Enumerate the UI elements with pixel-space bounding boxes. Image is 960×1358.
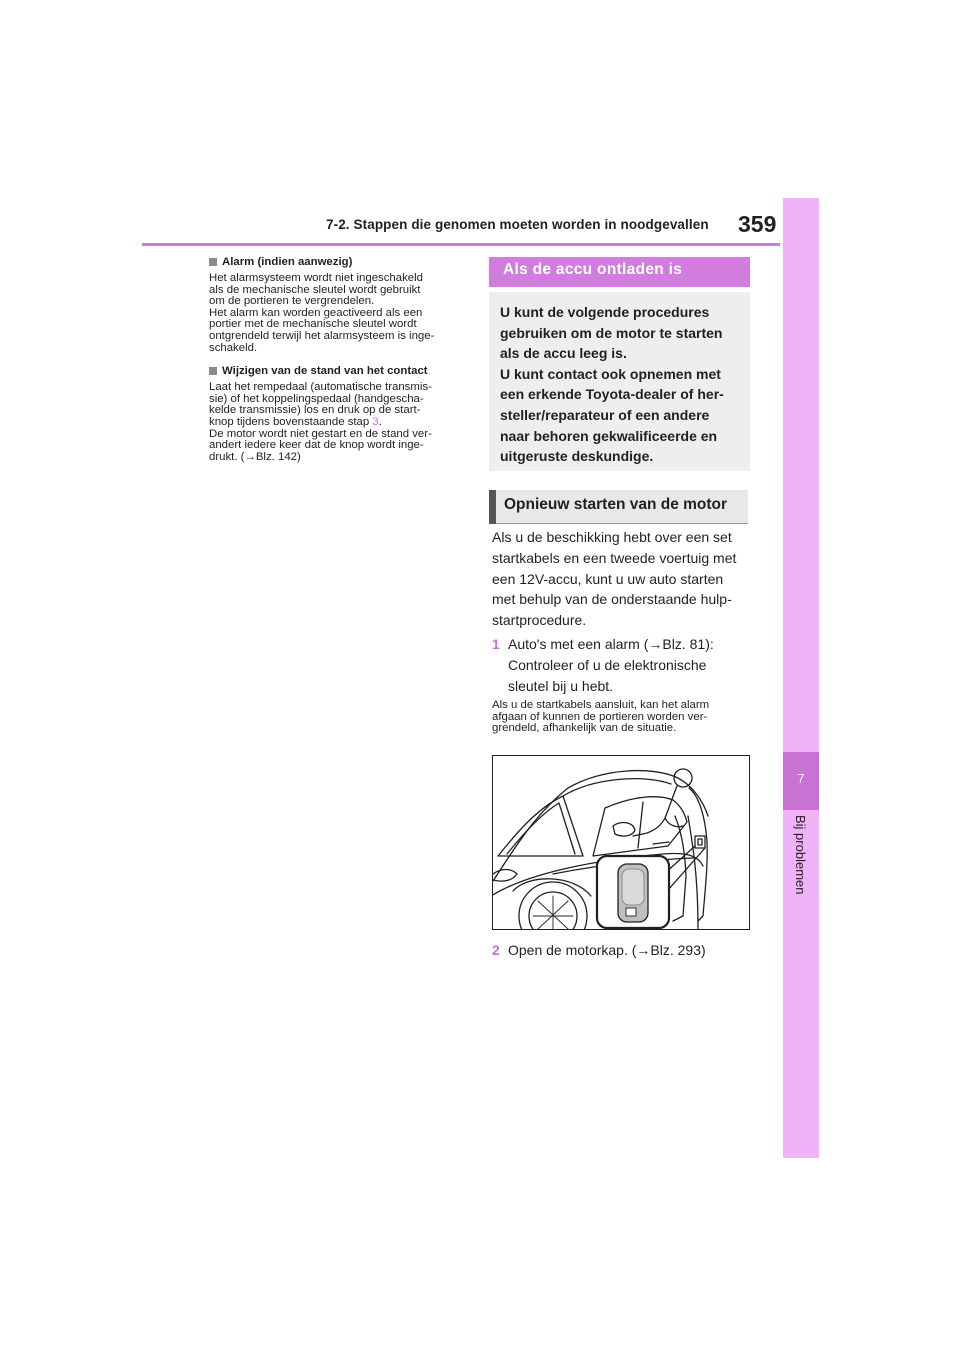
alarm-heading bbox=[209, 255, 467, 269]
step-reference: 3 bbox=[372, 415, 379, 428]
contact-heading-text: Wijzigen van de stand van het contact bbox=[222, 365, 428, 378]
section-title-band bbox=[489, 257, 750, 287]
square-bullet-icon bbox=[209, 367, 217, 375]
car-illustration-svg bbox=[493, 756, 749, 929]
chapter-number: 7 bbox=[797, 771, 805, 786]
subsection-title-band bbox=[489, 490, 748, 524]
chapter-side-tab bbox=[783, 198, 819, 1158]
contact-text bbox=[209, 382, 467, 463]
summary-box bbox=[489, 292, 750, 471]
subsection-title: Opnieuw starten van de motor bbox=[504, 496, 728, 513]
page-number: 359 bbox=[738, 211, 777, 237]
contact-heading bbox=[209, 364, 467, 378]
subsection-title-bar bbox=[489, 490, 496, 524]
section-title: Als de accu ontladen is bbox=[503, 261, 683, 278]
left-column bbox=[209, 255, 467, 463]
step-2-text: Open de motorkap. (→Blz. 293) bbox=[508, 942, 706, 958]
chapter-label-text: Bij problemen bbox=[793, 815, 808, 895]
step-1-text: Auto's met een alarm (→Blz. 81): Controleer of u de elektronische sleutel bij u hebt. bbox=[508, 636, 714, 694]
header-title: 7-2. Stappen die genomen moeten worden in noodgevallen bbox=[326, 217, 709, 232]
step-1-number: 1 bbox=[492, 636, 500, 652]
alarm-text: Het alarmsysteem wordt niet ingeschakeld als de mechanische sleutel wordt gebruikt om de portieren te vergrendelen. Het alarm kan worden geactiveerd als een portier met de mechanische sleutel wordt ontgrendeld terwijl het alarmsysteem is inge- schakeld. bbox=[209, 272, 435, 354]
contact-text-after: . De motor wordt niet gestart en de stand ver- andert iedere keer dat de knop wordt inge- drukt. (→Blz. 142) bbox=[209, 415, 432, 463]
chapter-label bbox=[775, 815, 827, 915]
intro-paragraph: Als u de beschikking hebt over een set startkabels en een tweede voertuig met een 12V-accu, kunt u uw auto starten met behulp van de onderstaande hulp- startprocedure. bbox=[492, 529, 737, 629]
car-key-illustration bbox=[492, 755, 750, 930]
contact-text-before: Laat het rempedaal (automatische transmis- sie) of het koppelingspedaal (handgescha- kelde transmissie) los en druk op de start- knop tijdens bovenstaande stap bbox=[209, 381, 432, 428]
square-bullet-icon bbox=[209, 258, 217, 266]
header-divider bbox=[142, 243, 780, 246]
step-2-number: 2 bbox=[492, 942, 500, 958]
alarm-heading-text: Alarm (indien aanwezig) bbox=[222, 256, 353, 268]
summary-text: U kunt de volgende procedures gebruiken om de motor te starten als de accu leeg is. U kunt contact ook opnemen met een erkende Toyota-dealer of her- steller/reparateur of een andere naar behoren gekwalificeerde en uitgeruste deskundige. bbox=[500, 304, 724, 465]
warning-note: Als u de startkabels aansluit, kan het alarm afgaan of kunnen de portieren worden ver- grendeld, afhankelijk van de situatie. bbox=[492, 699, 710, 735]
